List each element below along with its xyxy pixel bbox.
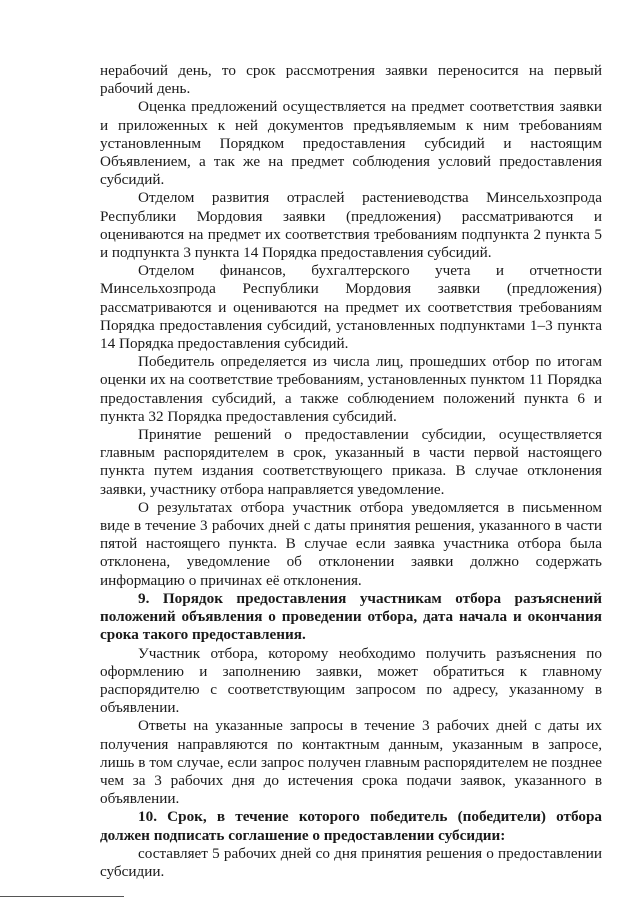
- paragraph-winner: Победитель определяется из числа лиц, прошедших отбор по итогам оценки их на соответствие требованиям, установленных пунктом 11 Порядка предоставления субсидий, а также соблюдением положений пункта 6 и пункта 32 Порядка предоставления субсидий.: [100, 353, 602, 425]
- paragraph-crop-department: Отделом развития отраслей растениеводства Минсельхозпрода Республики Мордовия заявки (предложения) рассматриваются и оцениваются на предмет их соответствия требованиям подпункта 2 пункта 5 и подпункта 3 пункта 14 Порядка предоставления субсидий.: [100, 189, 602, 262]
- section-heading-9: 9. Порядок предоставления участникам отбора разъяснений положений объявления о проведении отбора, дата начала и окончания срока такого предоставления.: [100, 589, 602, 644]
- paragraph-agreement-term: составляет 5 рабочих дней со дня принятия решения о предоставлении субсидии.: [100, 844, 602, 880]
- paragraph-evaluation: Оценка предложений осуществляется на предмет соответствия заявки и приложенных к ней документов предъявляемым к ним требованиям установленным Порядком предоставления субсидий и настоящим Объявлением, а так же на предмет соблюдения условий предоставления субсидий.: [100, 98, 602, 189]
- paragraph-finance-department: Отделом финансов, бухгалтерского учета и отчетности Минсельхозпрода Республики Мордовия заявки (предложения) рассматриваются и оцениваются на предмет их соответствия требованиям Порядка предоставления субсидий, установленных подпунктами 1–3 пункта 14 Порядка предоставления субсидий.: [100, 262, 602, 353]
- paragraph-notification: О результатах отбора участник отбора уведомляется в письменном виде в течение 3 рабочих дней с даты принятия решения, указанного в части пятой настоящего пункта. В случае если заявка участника отбора была отклонена, уведомление об отклонении заявки должно содержать информацию о причинах её отклонения.: [100, 498, 602, 589]
- paragraph-clarification-request: Участник отбора, которому необходимо получить разъяснения по оформлению и заполнению заявки, может обратиться к главному распорядителю с соответствующим запросом по адресу, указанному в объявлении.: [100, 644, 602, 717]
- document-body: [100, 62, 602, 881]
- paragraph-continuation: нерабочий день, то срок рассмотрения заявки переносится на первый рабочий день.: [100, 62, 602, 98]
- paragraph-clarification-response: Ответы на указанные запросы в течение 3 рабочих дней с даты их получения направляются по контактным данным, указанным в запросе, лишь в том случае, если запрос получен главным распорядителем не позднее чем за 3 рабочих дня до истечения срока подачи заявок, указанного в объявлении.: [100, 717, 602, 808]
- footer-rule: [0, 896, 124, 897]
- paragraph-decision: Принятие решений о предоставлении субсидии, осуществляется главным распорядителем в срок, указанный в части первой настоящего пункта путем издания соответствующего приказа. В случае отклонения заявки, участнику отбора направляется уведомление.: [100, 426, 602, 498]
- section-heading-10: 10. Срок, в течение которого победитель (победители) отбора должен подписать соглашение о предоставлении субсидии:: [100, 808, 602, 844]
